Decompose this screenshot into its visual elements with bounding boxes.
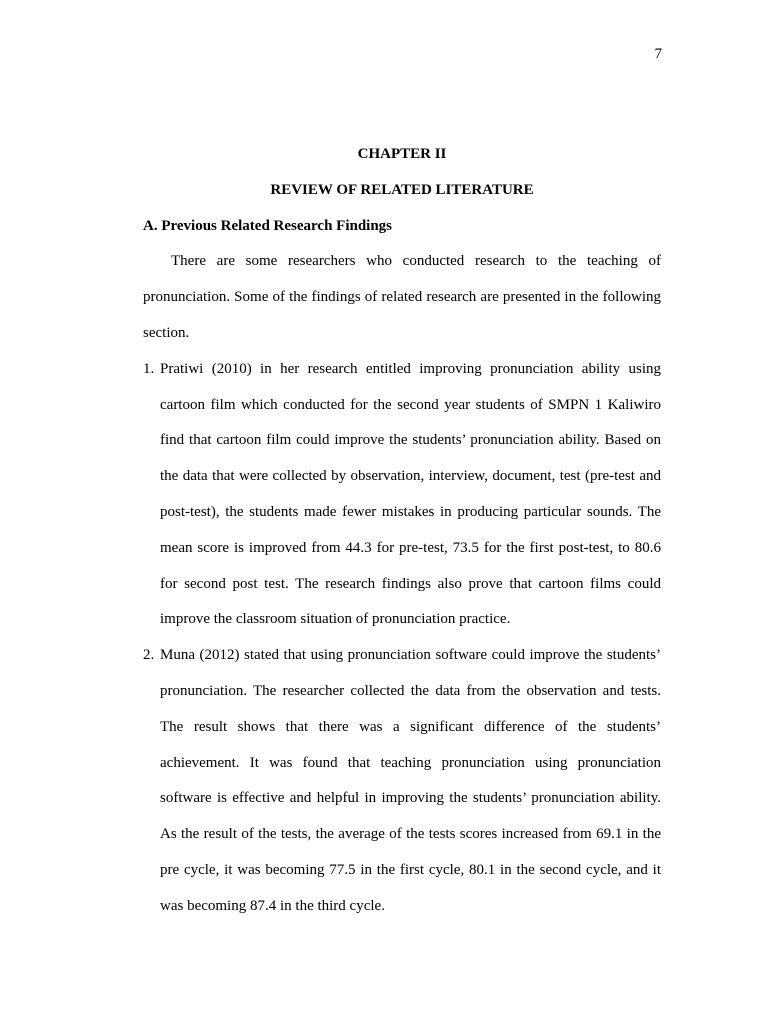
- list-item-number: 2.: [143, 647, 155, 664]
- intro-paragraph: There are some researchers who conducted research to the teaching of pronunciation. Some of the findings of related research are presented in the following section.: [143, 253, 661, 341]
- page-number: 7: [654, 46, 662, 62]
- chapter-subtitle: REVIEW OF RELATED LITERATURE: [270, 181, 534, 198]
- list-item-text: Pratiwi (2010) in her research entitled improving pronunciation ability using cartoon film which conducted for the second year students of SMPN 1 Kaliwiro find that cartoon film could improve the students’ pronunciation ability. Based on the data that were collected by observation, interview, document, test (pre-test and post-test), the students made fewer mistakes in producing particular sounds. The mean score is improved from 44.3 for pre-test, 73.5 for the first post-test, to 80.6 for second post test. The research findings also prove that cartoon films could improve the classroom situation of pronunciation practice.: [160, 360, 661, 628]
- list-item-number: 1.: [143, 360, 155, 377]
- list-item: [143, 352, 661, 638]
- section-heading: A. Previous Related Research Findings: [143, 217, 393, 234]
- list-item-text: Muna (2012) stated that using pronunciation software could improve the students’ pronunciation. The researcher collected the data from the observation and tests. The result shows that there was a significant difference of the students’ achievement. It was found that teaching pronunciation using pronunciation software is effective and helpful in improving the students’ pronunciation ability. As the result of the tests, the average of the tests scores increased from 69.1 in the pre cycle, it was becoming 77.5 in the first cycle, 80.1 in the second cycle, and it was becoming 87.4 in the third cycle.: [160, 647, 661, 914]
- findings-list: [143, 352, 661, 925]
- list-item: [143, 638, 661, 924]
- chapter-title: CHAPTER II: [357, 146, 447, 162]
- document-body: [143, 137, 661, 925]
